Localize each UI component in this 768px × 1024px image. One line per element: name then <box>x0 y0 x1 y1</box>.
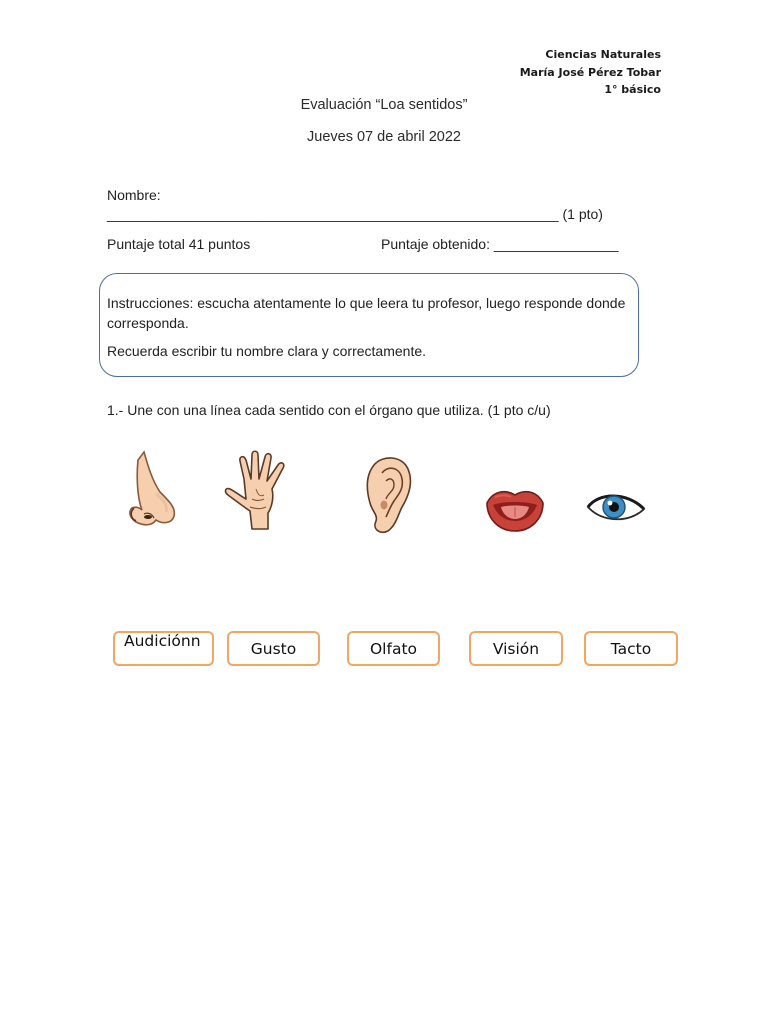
evaluation-date: Jueves 07 de abril 2022 <box>307 129 461 145</box>
nose-image[interactable] <box>122 450 184 532</box>
label-vision[interactable] <box>469 631 563 666</box>
instructions-text: Instrucciones: escucha atentamente lo que leera tu profesor, luego responde donde corresponda. <box>107 295 626 331</box>
grade-text: 1° básico <box>604 83 661 96</box>
label-audicion-text: Audiciónn <box>124 632 201 650</box>
total-score-text: Puntaje total 41 puntos <box>107 236 251 252</box>
question-1: 1.- Une con una línea cada sentido con el órgano que utiliza. (1 pto c/u) <box>107 402 551 418</box>
subject-text: Ciencias Naturales <box>545 48 661 61</box>
label-tacto[interactable] <box>584 631 678 666</box>
label-audicion[interactable] <box>113 631 214 666</box>
eye-image[interactable] <box>586 489 646 525</box>
mouth-image[interactable] <box>483 485 547 533</box>
label-gusto-text: Gusto <box>250 639 297 658</box>
teacher-name: María José Pérez Tobar <box>519 65 661 79</box>
instructions-box <box>99 273 639 377</box>
label-tacto-text: Tacto <box>610 639 652 658</box>
label-vision-text: Visión <box>492 639 540 658</box>
label-gusto[interactable] <box>227 631 320 666</box>
obtained-score-field[interactable]: Puntaje obtenido: ________________ <box>381 236 619 252</box>
label-olfato[interactable] <box>347 631 440 666</box>
hand-image[interactable] <box>222 449 302 531</box>
name-label: Nombre: <box>107 187 161 203</box>
header-info <box>520 46 661 99</box>
name-field-line[interactable]: __________________________________________________________ (1 pto) <box>107 206 603 222</box>
label-olfato-text: Olfato <box>369 639 418 658</box>
instructions-reminder: Recuerda escribir tu nombre clara y correctamente. <box>107 343 427 359</box>
ear-image[interactable] <box>364 455 414 535</box>
page-title: Evaluación “Loa sentidos” <box>300 97 468 113</box>
